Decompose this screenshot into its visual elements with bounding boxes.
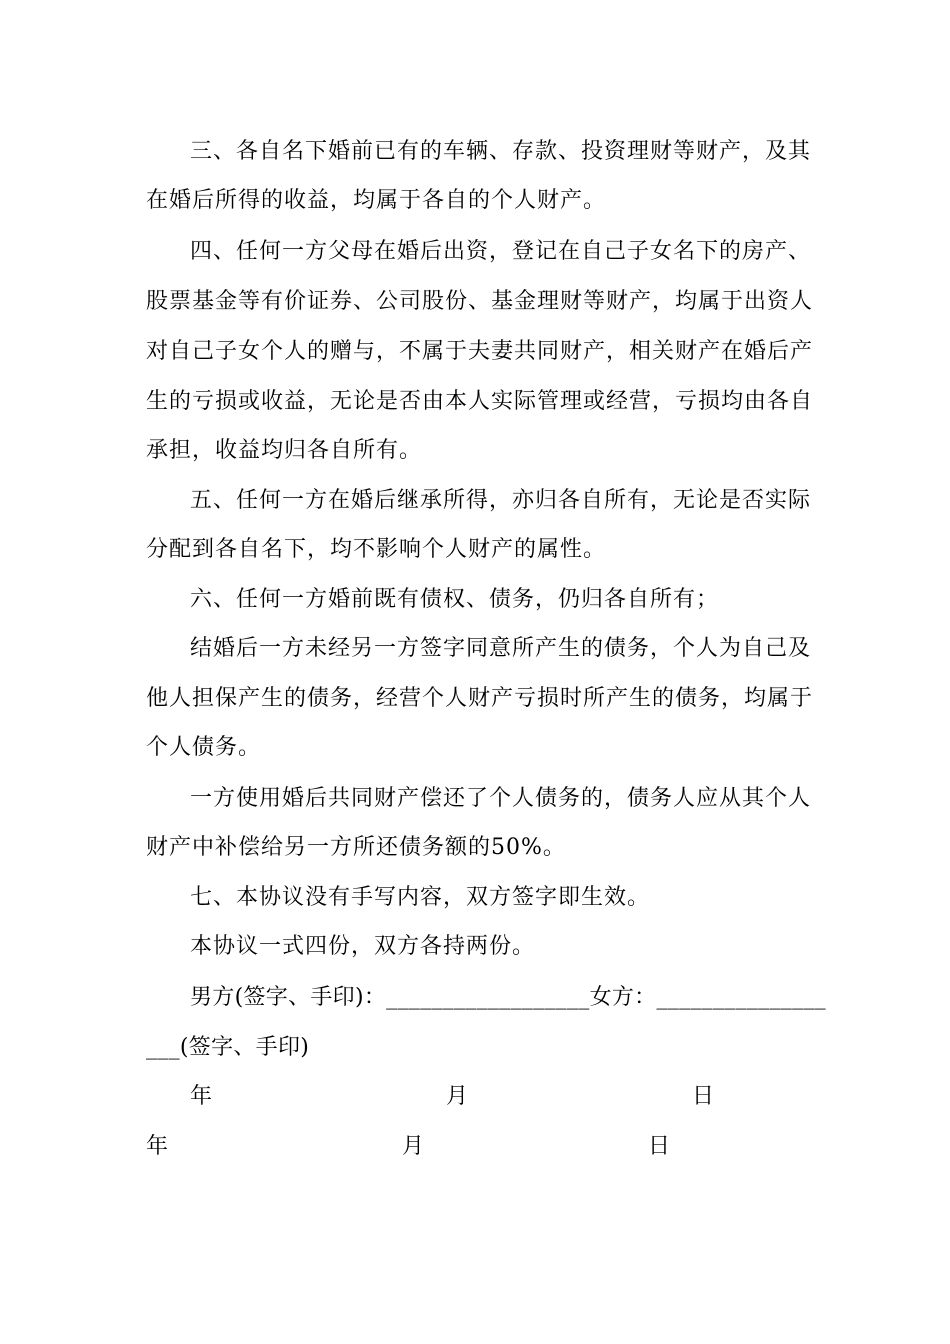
signature-line-1: 男方(签字、手印)：__________________女方：_______________ (190, 985, 826, 1010)
date-row-1-year: 年 (190, 1084, 213, 1109)
paragraph-4-line-3: 对自己子女个人的赠与，不属于夫妻共同财产，相关财产在婚后产 (146, 339, 814, 364)
paragraph-7-line-1: 七、本协议没有手写内容，双方签字即生效。 (190, 885, 651, 910)
paragraph-6-line-1: 六、任何一方婚前既有债权、债务，仍归各自所有； (190, 587, 720, 612)
date-row-1-month: 月 (446, 1084, 469, 1109)
signature-line-2: ___(签字、手印) (146, 1035, 310, 1060)
paragraph-4-line-4: 生的亏损或收益，无论是否由本人实际管理或经营，亏损均由各自 (146, 389, 814, 414)
date-row-2-month: 月 (402, 1134, 425, 1159)
paragraph-6c-line-1: 一方使用婚后共同财产偿还了个人债务的，债务人应从其个人 (190, 786, 812, 811)
paragraph-4-line-2: 股票基金等有价证券、公司股份、基金理财等财产，均属于出资人 (146, 289, 814, 314)
paragraph-6b-line-2: 他人担保产生的债务，经营个人财产亏损时所产生的债务，均属于 (146, 686, 814, 711)
paragraph-8-line-1: 本协议一式四份，双方各持两份。 (190, 934, 536, 959)
date-row-2-day: 日 (648, 1134, 671, 1159)
date-row-2-year: 年 (146, 1134, 169, 1159)
paragraph-3-line-1: 三、各自名下婚前已有的车辆、存款、投资理财等财产，及其 (190, 139, 812, 164)
paragraph-4-line-1: 四、任何一方父母在婚后出资，登记在自己子女名下的房产、 (190, 239, 812, 264)
date-row-1-day: 日 (692, 1084, 715, 1109)
paragraph-5-line-2: 分配到各自名下，均不影响个人财产的属性。 (146, 537, 607, 562)
paragraph-5-line-1: 五、任何一方在婚后继承所得，亦归各自所有，无论是否实际 (190, 488, 812, 513)
paragraph-3-line-2: 在婚后所得的收益，均属于各自的个人财产。 (146, 188, 607, 213)
paragraph-6b-line-3: 个人债务。 (146, 735, 262, 760)
paragraph-4-line-5: 承担，收益均归各自所有。 (146, 438, 423, 463)
paragraph-6b-line-1: 结婚后一方未经另一方签字同意所产生的债务，个人为自己及 (190, 636, 812, 661)
paragraph-6c-line-2: 财产中补偿给另一方所还债务额的50%。 (146, 835, 566, 860)
